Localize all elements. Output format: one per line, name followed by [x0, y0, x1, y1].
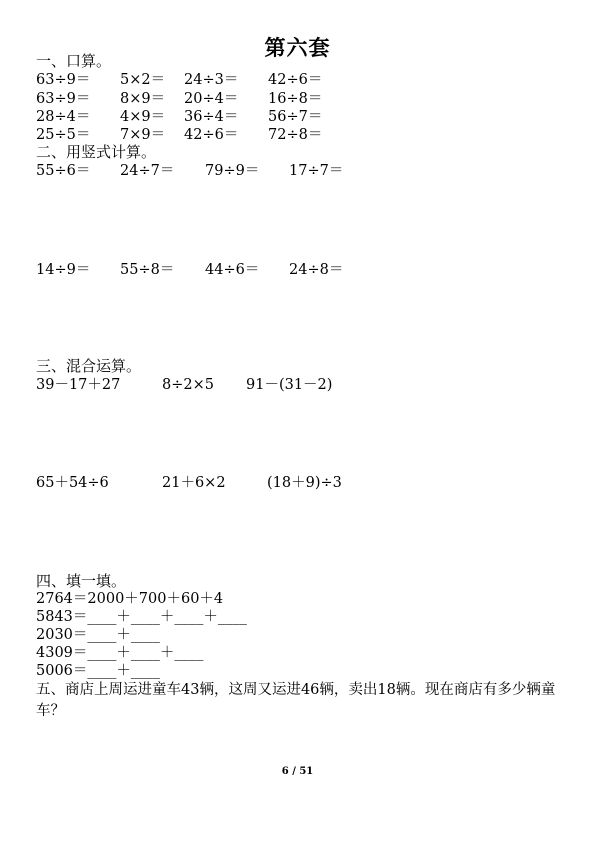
fill-in-line: 4309＝____＋____＋____: [36, 645, 204, 661]
section-2-heading: 二、用竖式计算。: [36, 143, 157, 161]
section-4-heading: 四、填一填。: [36, 572, 127, 590]
oral-item: 42÷6＝: [268, 72, 323, 88]
vertical-calc-item: 44÷6＝: [205, 262, 260, 278]
oral-item: 8×9＝: [120, 91, 166, 107]
vertical-calc-item: 55÷8＝: [120, 262, 175, 278]
page-number: 6 / 51: [281, 766, 314, 777]
fill-in-line: 5006＝____＋____: [36, 663, 160, 679]
vertical-calc-item: 24÷8＝: [289, 262, 344, 278]
mixed-calc-item: 65＋54÷6: [36, 475, 109, 491]
oral-item: 56÷7＝: [268, 109, 323, 125]
fill-in-line: 5843＝____＋____＋____＋____: [36, 609, 247, 625]
oral-item: 28÷4＝: [36, 109, 91, 125]
mixed-calc-item: 91－(31－2): [246, 377, 333, 393]
oral-item: 20÷4＝: [184, 91, 239, 107]
oral-item: 42÷6＝: [184, 127, 239, 143]
mixed-calc-item: (18＋9)÷3: [267, 475, 342, 491]
fill-in-line: 2030＝____＋____: [36, 627, 160, 643]
vertical-calc-item: 79÷9＝: [205, 163, 260, 179]
vertical-calc-item: 24÷7＝: [120, 163, 175, 179]
oral-item: 16÷8＝: [268, 91, 323, 107]
mixed-calc-item: 8÷2×5: [162, 377, 214, 393]
oral-item: 72÷8＝: [268, 127, 323, 143]
vertical-calc-item: 55÷6＝: [36, 163, 91, 179]
oral-item: 36÷4＝: [184, 109, 239, 125]
oral-item: 24÷3＝: [184, 72, 239, 88]
oral-item: 25÷5＝: [36, 127, 91, 143]
vertical-calc-item: 17÷7＝: [289, 163, 344, 179]
mixed-calc-item: 21＋6×2: [162, 475, 226, 491]
section-1-heading: 一、口算。: [36, 52, 112, 70]
oral-item: 63÷9＝: [36, 91, 91, 107]
oral-item: 4×9＝: [120, 109, 166, 125]
vertical-calc-item: 14÷9＝: [36, 262, 91, 278]
mixed-calc-item: 39－17＋27: [36, 377, 121, 393]
oral-item: 5×2＝: [120, 72, 166, 88]
section-3-heading: 三、混合运算。: [36, 357, 142, 375]
fill-in-line: 2764＝2000＋700＋60＋4: [36, 591, 224, 607]
word-problem: 五、商店上周运进童车43辆，这周又运进46辆，卖出18辆。现在商店有多少辆童车？: [36, 682, 556, 719]
page-title: 第六套: [264, 36, 331, 60]
oral-item: 63÷9＝: [36, 72, 91, 88]
oral-item: 7×9＝: [120, 127, 166, 143]
